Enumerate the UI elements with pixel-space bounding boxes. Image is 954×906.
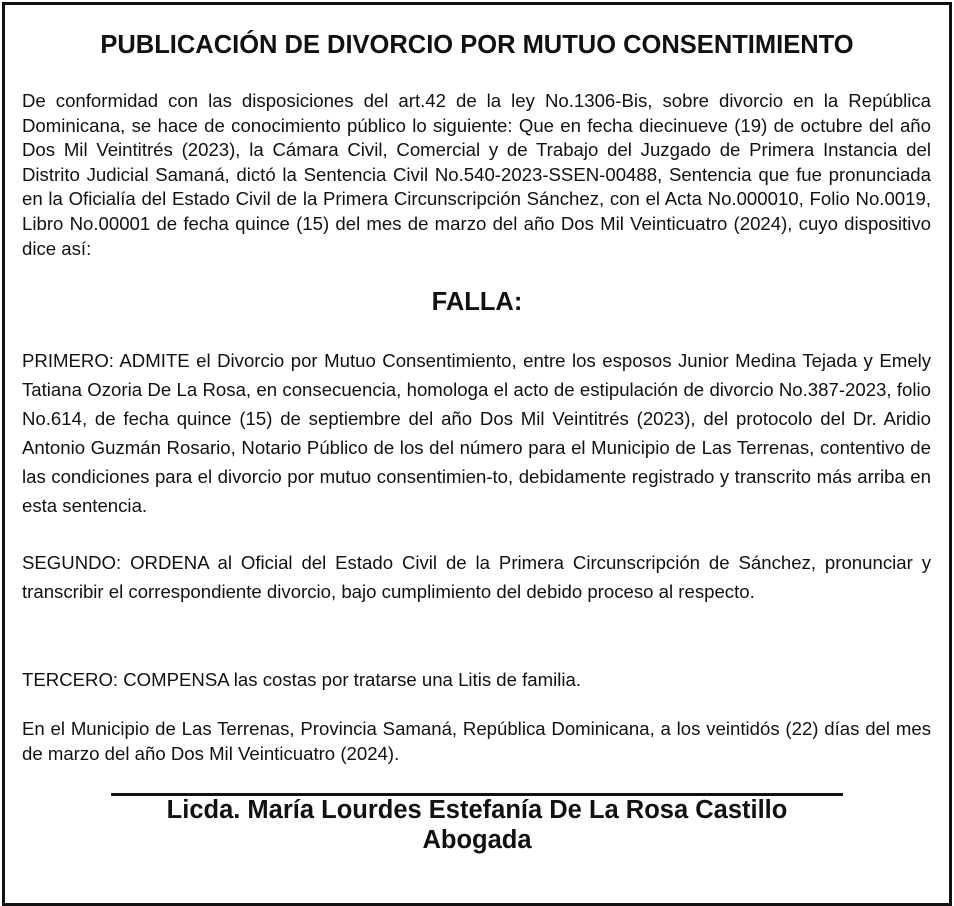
notice-title: PUBLICACIÓN DE DIVORCIO POR MUTUO CONSENTIMIENTO <box>100 31 854 59</box>
intro-paragraph: De conformidad con las disposiciones del art.42 de la ley No.1306-Bis, sobre divorcio en la República Dominicana, se hace de conocimiento público lo siguiente: Que en fecha diecinueve (19) de octubre del año Dos Mil Veintitrés (2023), la Cámara Civil, Comercial y de Trabajo del Juzgado de Primera Instancia del Distrito Judicial Samaná, dictó la Sentencia Civil No.540-2023-SSEN-00488, Sentencia que fue pronunciada en la Oficialía del Estado Civil de la Primera Circunscripción Sánchez, con el Acta No.000010, Folio No.0019, Libro No.00001 de fecha quince (15) del mes de marzo del año Dos Mil Veinticuatro (2024), cuyo dispositivo dice así: <box>22 90 931 259</box>
clause-segundo: SEGUNDO: ORDENA al Oficial del Estado Civil de la Primera Circunscripción de Sánchez, pronunciar y transcribir el correspondiente divorcio, bajo cumplimiento del debido proceso al respecto. <box>22 552 931 602</box>
clause-tercero: TERCERO: COMPENSA las costas por tratarse una Litis de familia. <box>22 669 582 690</box>
clause-primero: PRIMERO: ADMITE el Divorcio por Mutuo Consentimiento, entre los esposos Junior Medina Tejada y Emely Tatiana Ozoria De La Rosa, en consecuencia, homologa el acto de estipulación de divorcio No.387-2023, folio No.614, de fecha quince (15) de septiembre del año Dos Mil Veintitrés (2023), del protocolo del Dr. Aridio Antonio Guzmán Rosario, Notario Público de los del número para el Municipio de Las Terrenas, contentivo de las condiciones para el divorcio por mutuo consentimien-to, debidamente registrado y transcrito más arriba en esta sentencia. <box>22 350 931 516</box>
signature-name: Licda. María Lourdes Estefanía De La Rosa Castillo <box>166 796 788 824</box>
closing-paragraph: En el Municipio de Las Terrenas, Provincia Samaná, República Dominicana, a los veintidós (22) días del mes de marzo del año Dos Mil Veinticuatro (2024). <box>22 718 931 764</box>
signature-role: Abogada <box>422 826 532 854</box>
falla-heading: FALLA: <box>431 288 523 316</box>
notice-frame <box>2 2 952 906</box>
